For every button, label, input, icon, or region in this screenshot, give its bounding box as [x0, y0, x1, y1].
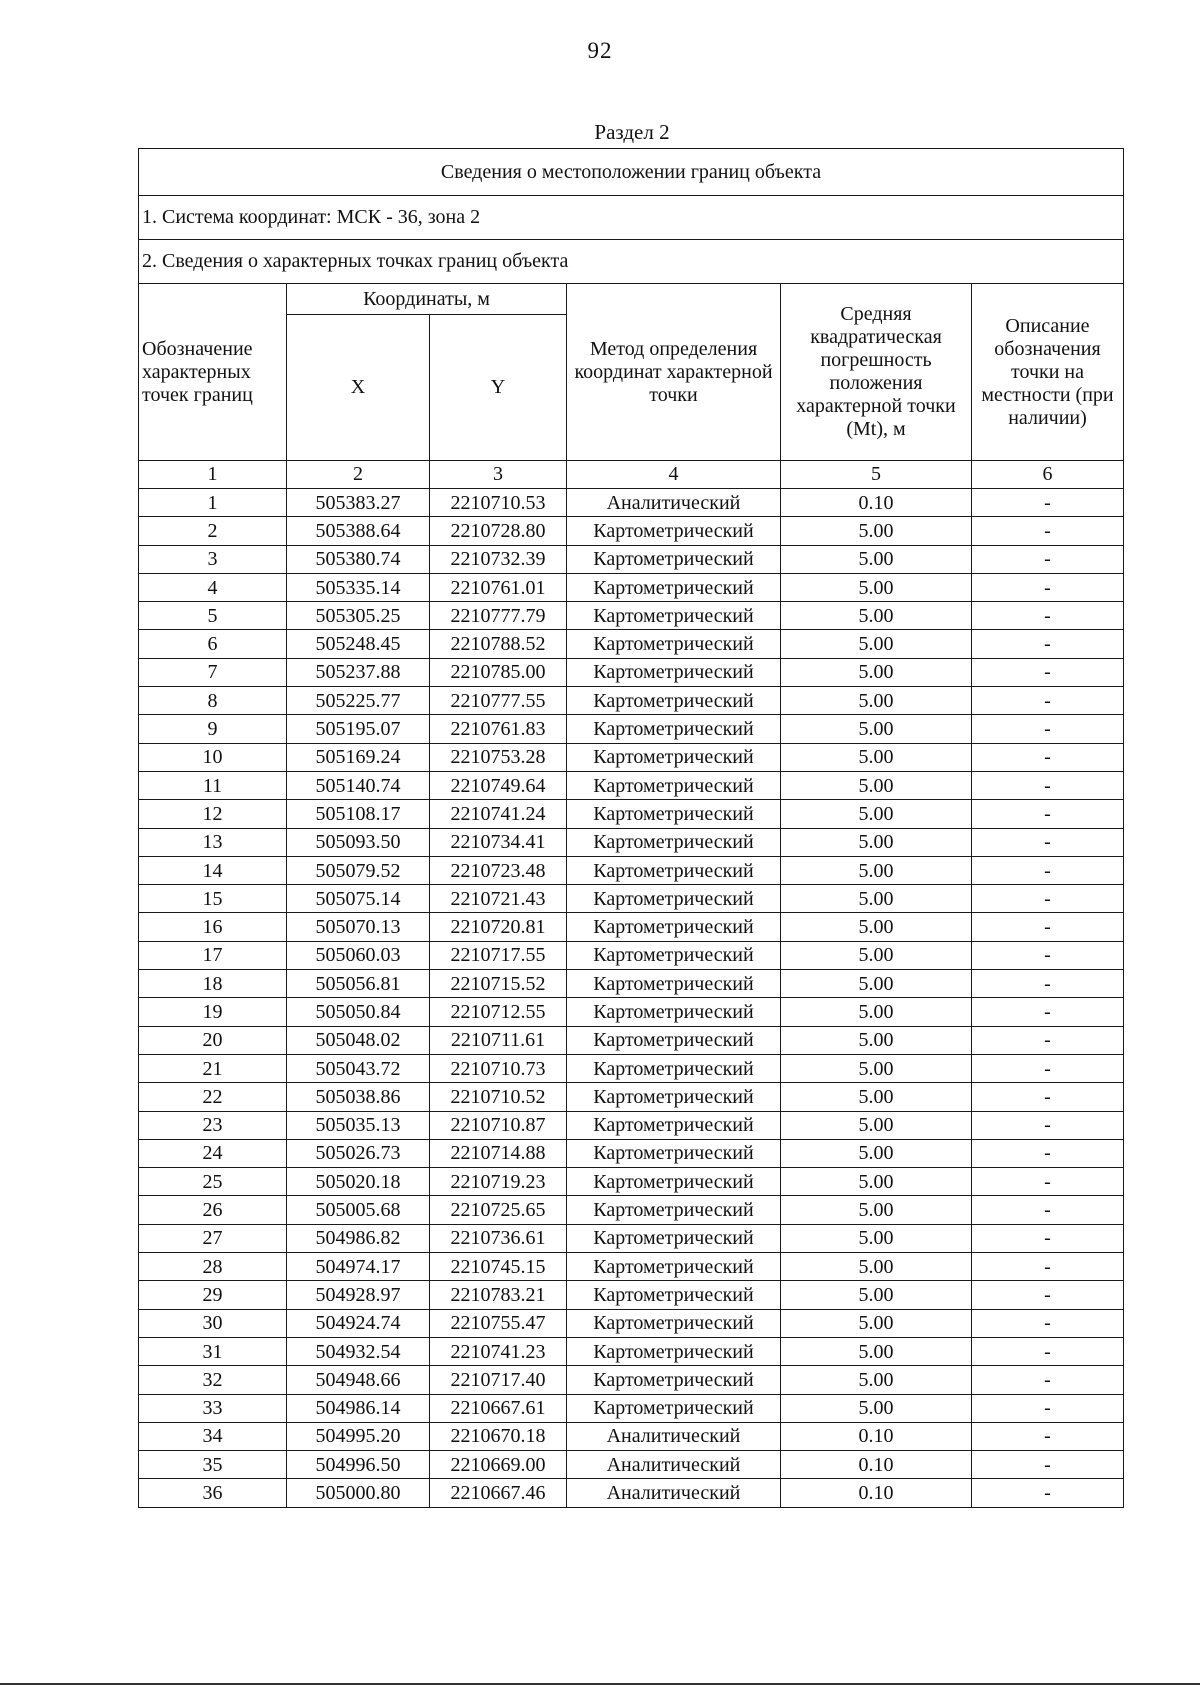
point-number: 27	[139, 1224, 287, 1252]
method: Картометрический	[567, 1196, 781, 1224]
mean-error: 5.00	[781, 970, 972, 998]
header-method: Метод определения координат характерной точки	[567, 284, 781, 461]
coord-x: 504928.97	[287, 1281, 430, 1309]
method: Картометрический	[567, 771, 781, 799]
column-number: 1	[139, 461, 287, 489]
method: Картометрический	[567, 828, 781, 856]
description: -	[972, 1054, 1124, 1082]
mean-error: 5.00	[781, 771, 972, 799]
point-number: 35	[139, 1451, 287, 1479]
mean-error: 5.00	[781, 602, 972, 630]
description: -	[972, 1451, 1124, 1479]
coord-x: 505026.73	[287, 1139, 430, 1167]
coord-y: 2210725.65	[430, 1196, 567, 1224]
description: -	[972, 1253, 1124, 1281]
method: Картометрический	[567, 1026, 781, 1054]
point-number: 24	[139, 1139, 287, 1167]
table-row	[139, 828, 1124, 856]
table-row	[139, 1337, 1124, 1365]
method: Картометрический	[567, 658, 781, 686]
coord-y: 2210720.81	[430, 913, 567, 941]
table-row	[139, 1196, 1124, 1224]
coord-y: 2210741.23	[430, 1337, 567, 1365]
table-row	[139, 1451, 1124, 1479]
points-heading-row	[139, 240, 1124, 284]
table-row	[139, 573, 1124, 601]
point-number: 14	[139, 856, 287, 884]
mean-error: 5.00	[781, 1111, 972, 1139]
mean-error: 5.00	[781, 1309, 972, 1337]
mean-error: 5.00	[781, 1054, 972, 1082]
mean-error: 5.00	[781, 658, 972, 686]
point-number: 34	[139, 1422, 287, 1450]
method: Картометрический	[567, 517, 781, 545]
point-number: 10	[139, 743, 287, 771]
table-row	[139, 941, 1124, 969]
description: -	[972, 800, 1124, 828]
coord-y: 2210711.61	[430, 1026, 567, 1054]
point-number: 4	[139, 573, 287, 601]
description: -	[972, 602, 1124, 630]
description: -	[972, 970, 1124, 998]
table-title: Сведения о местоположении границ объекта	[139, 149, 1124, 196]
coord-y: 2210669.00	[430, 1451, 567, 1479]
mean-error: 0.10	[781, 1422, 972, 1450]
description: -	[972, 1026, 1124, 1054]
point-number: 19	[139, 998, 287, 1026]
mean-error: 5.00	[781, 545, 972, 573]
mean-error: 5.00	[781, 687, 972, 715]
description: -	[972, 1394, 1124, 1422]
mean-error: 5.00	[781, 1026, 972, 1054]
method: Аналитический	[567, 1422, 781, 1450]
point-number: 8	[139, 687, 287, 715]
coord-x: 504986.14	[287, 1394, 430, 1422]
description: -	[972, 1281, 1124, 1309]
mean-error: 5.00	[781, 573, 972, 601]
coord-system: 1. Система координат: МСК - 36, зона 2	[139, 196, 1124, 240]
coord-y: 2210732.39	[430, 545, 567, 573]
description: -	[972, 1479, 1124, 1507]
coord-x: 505108.17	[287, 800, 430, 828]
coord-y: 2210736.61	[430, 1224, 567, 1252]
point-number: 11	[139, 771, 287, 799]
mean-error: 0.10	[781, 1451, 972, 1479]
coord-y: 2210710.87	[430, 1111, 567, 1139]
table-row	[139, 1366, 1124, 1394]
table-row	[139, 913, 1124, 941]
column-number: 2	[287, 461, 430, 489]
coord-system-row	[139, 196, 1124, 240]
mean-error: 0.10	[781, 489, 972, 517]
mean-error: 5.00	[781, 1168, 972, 1196]
coord-y: 2210785.00	[430, 658, 567, 686]
point-number: 12	[139, 800, 287, 828]
coord-x: 504932.54	[287, 1337, 430, 1365]
coord-y: 2210741.24	[430, 800, 567, 828]
description: -	[972, 998, 1124, 1026]
header-row-1	[139, 284, 1124, 315]
description: -	[972, 573, 1124, 601]
header-error: Средняя квадратическая погрешность положения характерной точки (Mt), м	[781, 284, 972, 461]
point-number: 26	[139, 1196, 287, 1224]
description: -	[972, 630, 1124, 658]
mean-error: 5.00	[781, 1083, 972, 1111]
table-row	[139, 743, 1124, 771]
coord-x: 505225.77	[287, 687, 430, 715]
table-row	[139, 885, 1124, 913]
table-row	[139, 545, 1124, 573]
coord-x: 505050.84	[287, 998, 430, 1026]
method: Картометрический	[567, 573, 781, 601]
mean-error: 5.00	[781, 743, 972, 771]
table-row	[139, 517, 1124, 545]
header-x: X	[287, 315, 430, 461]
method: Картометрический	[567, 1337, 781, 1365]
description: -	[972, 1309, 1124, 1337]
description: -	[972, 1111, 1124, 1139]
description: -	[972, 941, 1124, 969]
description: -	[972, 489, 1124, 517]
coord-y: 2210755.47	[430, 1309, 567, 1337]
method: Картометрический	[567, 1281, 781, 1309]
mean-error: 5.00	[781, 630, 972, 658]
coord-y: 2210717.40	[430, 1366, 567, 1394]
coord-x: 505043.72	[287, 1054, 430, 1082]
point-number: 9	[139, 715, 287, 743]
coord-y: 2210788.52	[430, 630, 567, 658]
point-number: 33	[139, 1394, 287, 1422]
method: Картометрический	[567, 800, 781, 828]
table-row	[139, 1422, 1124, 1450]
coord-x: 505075.14	[287, 885, 430, 913]
coord-x: 505383.27	[287, 489, 430, 517]
bottom-rule	[0, 1683, 1200, 1685]
coord-y: 2210723.48	[430, 856, 567, 884]
coord-y: 2210667.46	[430, 1479, 567, 1507]
description: -	[972, 913, 1124, 941]
coord-y: 2210710.73	[430, 1054, 567, 1082]
data-rows	[139, 489, 1124, 1508]
description: -	[972, 1196, 1124, 1224]
point-number: 29	[139, 1281, 287, 1309]
method: Картометрический	[567, 998, 781, 1026]
coord-x: 505070.13	[287, 913, 430, 941]
point-number: 2	[139, 517, 287, 545]
coord-y: 2210777.55	[430, 687, 567, 715]
coord-x: 505056.81	[287, 970, 430, 998]
table-row	[139, 1309, 1124, 1337]
coord-x: 505060.03	[287, 941, 430, 969]
method: Картометрический	[567, 856, 781, 884]
coord-x: 505305.25	[287, 602, 430, 630]
description: -	[972, 545, 1124, 573]
table-row	[139, 602, 1124, 630]
description: -	[972, 1422, 1124, 1450]
table-row	[139, 800, 1124, 828]
coord-x: 505048.02	[287, 1026, 430, 1054]
mean-error: 5.00	[781, 517, 972, 545]
method: Картометрический	[567, 1054, 781, 1082]
mean-error: 5.00	[781, 1253, 972, 1281]
mean-error: 5.00	[781, 1366, 972, 1394]
coord-x: 505380.74	[287, 545, 430, 573]
table-row	[139, 1394, 1124, 1422]
point-number: 20	[139, 1026, 287, 1054]
method: Картометрический	[567, 913, 781, 941]
coord-y: 2210783.21	[430, 1281, 567, 1309]
table-row	[139, 771, 1124, 799]
coord-y: 2210710.53	[430, 489, 567, 517]
method: Картометрический	[567, 715, 781, 743]
coord-x: 505079.52	[287, 856, 430, 884]
table-row	[139, 1479, 1124, 1507]
coord-y: 2210714.88	[430, 1139, 567, 1167]
mean-error: 5.00	[781, 1139, 972, 1167]
description: -	[972, 1366, 1124, 1394]
boundary-points-table	[138, 148, 1124, 1508]
points-heading: 2. Сведения о характерных точках границ объекта	[139, 240, 1124, 284]
description: -	[972, 885, 1124, 913]
coord-x: 505005.68	[287, 1196, 430, 1224]
method: Картометрический	[567, 1168, 781, 1196]
coord-x: 505388.64	[287, 517, 430, 545]
point-number: 3	[139, 545, 287, 573]
coord-x: 505093.50	[287, 828, 430, 856]
mean-error: 5.00	[781, 715, 972, 743]
coord-x: 505020.18	[287, 1168, 430, 1196]
description: -	[972, 771, 1124, 799]
mean-error: 5.00	[781, 941, 972, 969]
mean-error: 5.00	[781, 1394, 972, 1422]
description: -	[972, 687, 1124, 715]
point-number: 25	[139, 1168, 287, 1196]
method: Картометрический	[567, 970, 781, 998]
mean-error: 5.00	[781, 1281, 972, 1309]
point-number: 31	[139, 1337, 287, 1365]
method: Аналитический	[567, 489, 781, 517]
coord-x: 504986.82	[287, 1224, 430, 1252]
table-row	[139, 1139, 1124, 1167]
point-number: 36	[139, 1479, 287, 1507]
point-number: 6	[139, 630, 287, 658]
point-number: 28	[139, 1253, 287, 1281]
method: Картометрический	[567, 941, 781, 969]
coord-y: 2210715.52	[430, 970, 567, 998]
table-row	[139, 1253, 1124, 1281]
table-row	[139, 1054, 1124, 1082]
mean-error: 5.00	[781, 1337, 972, 1365]
coord-y: 2210734.41	[430, 828, 567, 856]
mean-error: 5.00	[781, 1196, 972, 1224]
point-number: 17	[139, 941, 287, 969]
mean-error: 0.10	[781, 1479, 972, 1507]
header-designation: Обозначение характерных точек границ	[139, 284, 287, 461]
column-number: 6	[972, 461, 1124, 489]
mean-error: 5.00	[781, 1224, 972, 1252]
coord-x: 505195.07	[287, 715, 430, 743]
coord-y: 2210761.01	[430, 573, 567, 601]
table-row	[139, 1168, 1124, 1196]
description: -	[972, 856, 1124, 884]
description: -	[972, 743, 1124, 771]
table-row	[139, 715, 1124, 743]
coord-y: 2210710.52	[430, 1083, 567, 1111]
table-row	[139, 1281, 1124, 1309]
point-number: 5	[139, 602, 287, 630]
column-number: 3	[430, 461, 567, 489]
point-number: 21	[139, 1054, 287, 1082]
mean-error: 5.00	[781, 913, 972, 941]
description: -	[972, 1083, 1124, 1111]
mean-error: 5.00	[781, 800, 972, 828]
method: Картометрический	[567, 1394, 781, 1422]
coord-y: 2210721.43	[430, 885, 567, 913]
point-number: 13	[139, 828, 287, 856]
coord-x: 505000.80	[287, 1479, 430, 1507]
method: Картометрический	[567, 1224, 781, 1252]
column-number: 5	[781, 461, 972, 489]
column-number: 4	[567, 461, 781, 489]
description: -	[972, 1139, 1124, 1167]
coord-y: 2210717.55	[430, 941, 567, 969]
mean-error: 5.00	[781, 998, 972, 1026]
method: Картометрический	[567, 1083, 781, 1111]
point-number: 22	[139, 1083, 287, 1111]
coord-y: 2210777.79	[430, 602, 567, 630]
method: Картометрический	[567, 687, 781, 715]
column-numbers-row	[139, 461, 1124, 489]
coord-y: 2210753.28	[430, 743, 567, 771]
description: -	[972, 1337, 1124, 1365]
coord-x: 505237.88	[287, 658, 430, 686]
coord-x: 505248.45	[287, 630, 430, 658]
table-row	[139, 658, 1124, 686]
point-number: 23	[139, 1111, 287, 1139]
page-number: 92	[587, 38, 613, 63]
coord-y: 2210712.55	[430, 998, 567, 1026]
method: Картометрический	[567, 602, 781, 630]
coord-x: 505169.24	[287, 743, 430, 771]
coord-y: 2210745.15	[430, 1253, 567, 1281]
table-row	[139, 970, 1124, 998]
mean-error: 5.00	[781, 828, 972, 856]
table-row	[139, 687, 1124, 715]
table-row	[139, 489, 1124, 517]
coord-x: 504924.74	[287, 1309, 430, 1337]
coord-x: 505140.74	[287, 771, 430, 799]
description: -	[972, 1168, 1124, 1196]
method: Картометрический	[567, 545, 781, 573]
coord-x: 505335.14	[287, 573, 430, 601]
coord-y: 2210761.83	[430, 715, 567, 743]
method: Картометрический	[567, 1139, 781, 1167]
coord-y: 2210667.61	[430, 1394, 567, 1422]
mean-error: 5.00	[781, 885, 972, 913]
point-number: 16	[139, 913, 287, 941]
method: Аналитический	[567, 1479, 781, 1507]
coord-x: 504996.50	[287, 1451, 430, 1479]
method: Картометрический	[567, 1309, 781, 1337]
method: Картометрический	[567, 1366, 781, 1394]
point-number: 18	[139, 970, 287, 998]
point-number: 30	[139, 1309, 287, 1337]
method: Картометрический	[567, 885, 781, 913]
table-row	[139, 1026, 1124, 1054]
table-title-row	[139, 149, 1124, 196]
header-coords: Координаты, м	[287, 284, 567, 315]
table-row	[139, 630, 1124, 658]
coord-x: 504974.17	[287, 1253, 430, 1281]
coord-x: 504995.20	[287, 1422, 430, 1450]
coord-y: 2210728.80	[430, 517, 567, 545]
mean-error: 5.00	[781, 856, 972, 884]
method: Картометрический	[567, 1111, 781, 1139]
table-row	[139, 856, 1124, 884]
description: -	[972, 715, 1124, 743]
method: Картометрический	[567, 630, 781, 658]
header-y: Y	[430, 315, 567, 461]
coord-x: 505038.86	[287, 1083, 430, 1111]
coord-x: 505035.13	[287, 1111, 430, 1139]
section-title: Раздел 2	[594, 120, 670, 144]
coord-x: 504948.66	[287, 1366, 430, 1394]
description: -	[972, 517, 1124, 545]
method: Картометрический	[567, 1253, 781, 1281]
point-number: 15	[139, 885, 287, 913]
coord-y: 2210670.18	[430, 1422, 567, 1450]
header-description: Описание обозначения точки на местности (при наличии)	[972, 284, 1124, 461]
table-row	[139, 998, 1124, 1026]
coord-y: 2210719.23	[430, 1168, 567, 1196]
method: Картометрический	[567, 743, 781, 771]
table-row	[139, 1083, 1124, 1111]
table-row	[139, 1111, 1124, 1139]
description: -	[972, 828, 1124, 856]
point-number: 32	[139, 1366, 287, 1394]
point-number: 1	[139, 489, 287, 517]
point-number: 7	[139, 658, 287, 686]
method: Аналитический	[567, 1451, 781, 1479]
coord-y: 2210749.64	[430, 771, 567, 799]
description: -	[972, 658, 1124, 686]
table-row	[139, 1224, 1124, 1252]
description: -	[972, 1224, 1124, 1252]
